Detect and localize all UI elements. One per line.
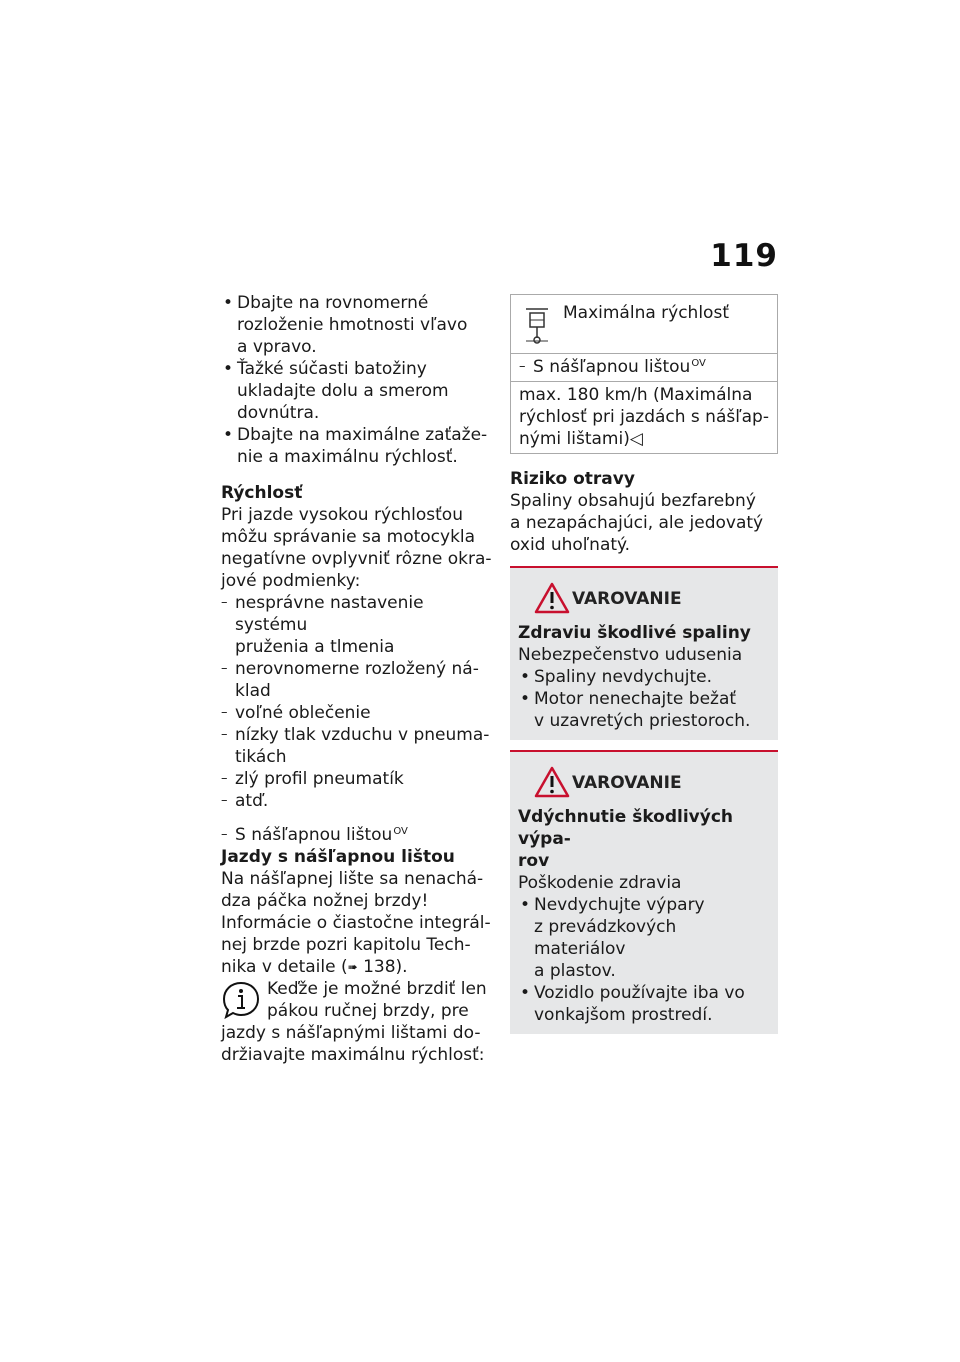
text-line: Informácie o čiastočne integrál- [221, 913, 491, 933]
option-label [221, 824, 493, 846]
table-header [511, 295, 777, 354]
text-line: tikách [235, 747, 287, 767]
text-line: • Motor nenechajte bežať [534, 689, 737, 709]
text-line: – voľné oblečenie [235, 703, 371, 723]
warning-subtitle: Nebezpečenstvo udusenia [518, 645, 743, 665]
speed-paragraph [221, 504, 493, 592]
left-column [221, 292, 493, 1066]
warning-header [518, 760, 770, 806]
reference-page: 138). [357, 957, 408, 977]
text-line: rozloženie hmotnosti vľavo [237, 315, 468, 335]
warning-triangle-icon [534, 766, 570, 798]
footrest-paragraph [221, 868, 493, 978]
text-line: nej brzde pozri kapitolu Tech- [221, 935, 471, 955]
list-item [221, 424, 493, 468]
text-line: – zlý profil pneumatík [235, 769, 404, 789]
text-line: oxid uhoľnatý. [510, 535, 631, 555]
text-line: dza páčka nožnej brzdy! [221, 891, 429, 911]
text-line: Spaliny obsahujú bezfarebný [510, 491, 756, 511]
text-line: • Vozidlo používajte iba vo [534, 983, 745, 1003]
page-number: 119 [710, 238, 778, 274]
speed-gauge-icon [524, 305, 550, 345]
option-superscript: OV [393, 826, 408, 837]
text-line: Na nášľapnej lište sa nenachá- [221, 869, 484, 889]
list-item [518, 688, 770, 732]
text-line: z prevádzkových materiálov [534, 917, 677, 959]
option-label [519, 356, 769, 378]
warning-title: rov [518, 851, 550, 871]
table-row [511, 354, 777, 381]
text-line: a nezapáchajúci, ale jedovatý [510, 513, 764, 533]
text-line: – nerovnomerne rozložený ná- [235, 659, 479, 679]
text-line: – nízky tlak vzduchu v pneuma- [235, 725, 490, 745]
text-line: • Dbajte na rovnomerné [237, 293, 429, 313]
text-line: Pri jazde vysokou rýchlosťou [221, 505, 463, 525]
option-superscript: OV [691, 358, 706, 369]
text-line: dovnútra. [237, 403, 320, 423]
option-text: S nášľapnou lištou [533, 357, 691, 377]
list-item [518, 894, 770, 982]
warning-title: Zdraviu škodlivé spaliny [518, 623, 751, 643]
text-line: negatívne ovplyvniť rôzne okra- [221, 549, 492, 569]
text-line: jazdy s nášľapnými lištami do- [221, 1023, 481, 1043]
info-icon [221, 980, 261, 1020]
list-item [221, 724, 493, 768]
warning-label: VAROVANIE [572, 773, 682, 793]
text-line: – nesprávne nastavenie systému [235, 593, 424, 635]
text-line: a vpravo. [237, 337, 317, 357]
text-line: v uzavretých priestoroch. [534, 711, 751, 731]
warning-box [510, 750, 778, 1034]
text-line: nie a maximálnu rýchlosť. [237, 447, 458, 467]
note-block [221, 978, 493, 1066]
list-item [518, 666, 770, 688]
table-row [511, 381, 777, 453]
text-line: ukladajte dolu a smerom [237, 381, 449, 401]
text-line: • Spaliny nevdychujte. [534, 667, 712, 687]
list-item [221, 768, 493, 790]
text-line: držiavajte maximálnu rýchlosť: [221, 1045, 485, 1065]
warning-subtitle: Poškodenie zdravia [518, 873, 682, 893]
speed-table [510, 294, 778, 454]
text-line: vonkajšom prostredí. [534, 1005, 713, 1025]
warning-triangle-icon [534, 582, 570, 614]
list-item [518, 982, 770, 1026]
arrow-right-icon: ➠ [347, 960, 358, 974]
list-item [221, 658, 493, 702]
text-line: a plastov. [534, 961, 616, 981]
right-column [510, 292, 778, 1034]
text-line: • Nevdychujte výpary [534, 895, 705, 915]
warning-label: VAROVANIE [572, 589, 682, 609]
list-item [221, 292, 493, 358]
speed-heading: Rýchlosť [221, 483, 303, 503]
list-item [221, 358, 493, 424]
warning-title: Vdýchnutie škodlivých výpa- [518, 807, 734, 849]
option-text: S nášľapnou lištou [235, 825, 393, 845]
text-line: • Dbajte na maximálne zaťaže- [237, 425, 488, 445]
text-line: klad [235, 681, 271, 701]
text-line: max. 180 km/h (Maximálna [519, 385, 753, 405]
text-line: – atď. [235, 791, 269, 811]
poison-heading: Riziko otravy [510, 469, 635, 489]
reference-prefix: nika v detaile ( [221, 957, 348, 977]
text-line: rýchlosť pri jazdách s nášľap- [519, 407, 769, 427]
text-line: Keďže je možné brzdiť len [267, 979, 487, 999]
list-item [221, 702, 493, 724]
text-line: • Ťažké súčasti batožiny [237, 359, 427, 379]
page-reference [221, 956, 493, 978]
text-line: môžu správanie sa motocykla [221, 527, 476, 547]
table-title: Maximálna rýchlosť [563, 303, 729, 323]
text-line: jové podmienky: [221, 571, 361, 591]
warning-header [518, 576, 770, 622]
list-item [221, 592, 493, 658]
list-item [221, 790, 493, 812]
text-line: pákou ručnej brzdy, pre [267, 1001, 469, 1021]
warning-box [510, 566, 778, 740]
poison-paragraph [510, 490, 778, 556]
text-line: pruženia a tlmenia [235, 637, 395, 657]
footrest-heading: Jazdy s nášľapnou lištou [221, 847, 455, 867]
text-line: nými lištami)◁ [519, 429, 643, 449]
